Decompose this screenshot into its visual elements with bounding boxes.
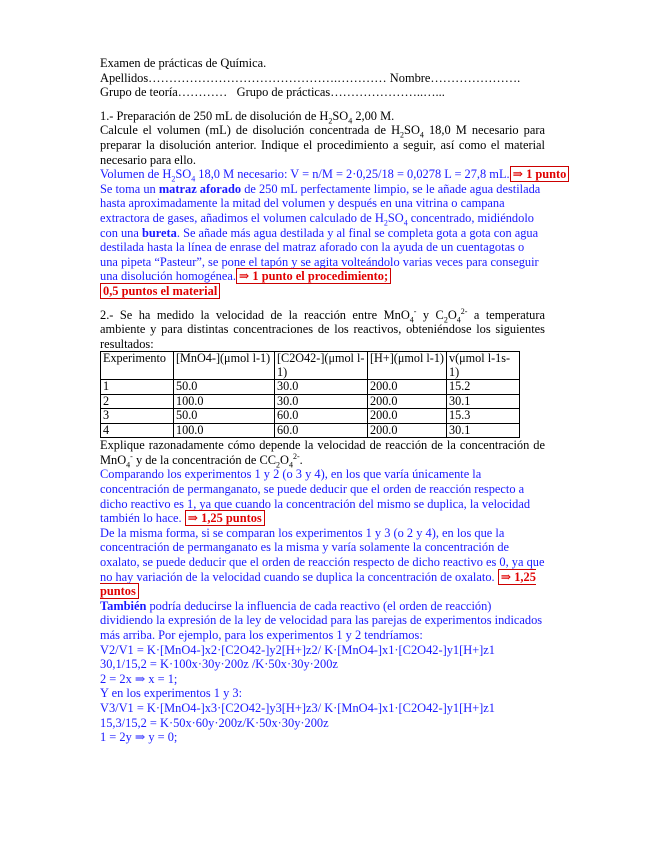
- equation-line: 30,1/15,2 = K·100x·30y·200z /K·50x·30y·200z: [100, 657, 338, 672]
- table-cell: 4: [101, 423, 174, 438]
- table-cell: 30.1: [447, 423, 520, 438]
- table-cell: 200.0: [368, 409, 447, 424]
- q2-question: Explique razonadamente cómo depende la velocidad de reacción de la concentración de MnO$_4$- y de la concentración de $CC_2O_4^{2-}$.: [100, 438, 545, 470]
- table-row: [101, 409, 520, 424]
- score-badge: ⇒ 1 punto: [510, 166, 570, 182]
- table-cell: 60.0: [275, 409, 368, 424]
- score-badge: ⇒ 1,25 puntos: [100, 569, 536, 599]
- table-cell: 15.3: [447, 409, 520, 424]
- table-cell: 2: [101, 394, 174, 409]
- table-cell: 15.2: [447, 380, 520, 395]
- table-cell: 200.0: [368, 423, 447, 438]
- score-badge: ⇒ 1,25 puntos: [185, 510, 265, 526]
- table-row: [101, 380, 520, 395]
- table-cell: 200.0: [368, 394, 447, 409]
- apellidos-line: [100, 71, 545, 86]
- table-header-cell: v(μmol l-1s-1): [447, 352, 520, 380]
- table-header-cell: [H+](μmol l-1): [368, 352, 447, 380]
- equation-line: V2/V1 = K·[MnO4-]x2·[C2O42-]y2[H+]z2/ K·[MnO4-]x1·[C2O42-]y1[H+]z1: [100, 642, 496, 657]
- table-header-cell: [C2O42-](μmol l-1): [275, 352, 368, 380]
- q2-answer-p1: Comparando los experimentos 1 y 2 (o 3 y 4), en los que varía únicamente la concentración de permanganato, se puede deducir que el orden de reacción respecto a dicho reactivo es 1, ya que cuando la concentración del mismo se duplica, la velocidad también lo hace. ⇒ 1,25 puntos: [100, 467, 531, 526]
- table-cell: 60.0: [275, 423, 368, 438]
- table-row: [101, 394, 520, 409]
- table-header-row: [101, 352, 520, 380]
- q1-procedure: Se toma un matraz aforado de 250 mL perfectamente limpio, se le añade agua destilada hasta aproximadamente la mitad del volumen y después en una vitrina o campana extractora de gases, añadimos el volumen calculado de $H_2SO_4$ concentrado, midiéndolo con una bureta. Se añade más agua destilada y al final se completa gota a gota con agua destilada hasta la línea de enrase del matraz aforado con la ayuda de un cuentagotas o una pipeta “Pasteur”, se pone el tapón y se agita volteándolo varias veces para conseguir una disolución homogénea. ⇒ 1 punto el procedimiento; 0,5 puntos el material: [100, 181, 541, 298]
- equation-line: 15,3/15,2 = K·50x·60y·200z/K·50x·30y·200z: [100, 715, 329, 730]
- q1-statement: Calcule el volumen (mL) de disolución concentrada de $H_2SO_4$ 18,0 M necesario para preparar la disolución anterior. Indique el procedimiento a seguir, así como el material necesario para ello.: [100, 123, 545, 167]
- score-badge: ⇒ 1 punto el procedimiento;: [236, 268, 391, 284]
- table-cell: 200.0: [368, 380, 447, 395]
- grupo-practicas-field: Grupo de prácticas…………………..…...: [236, 85, 445, 100]
- equation-line: V3/V1 = K·[MnO4-]x3·[C2O42-]y3[H+]z3/ K·[MnO4-]x1·[C2O42-]y1[H+]z1: [100, 700, 496, 715]
- grupo-teoria-field: Grupo de teoría…………: [100, 85, 228, 100]
- apellidos-field: Apellidos……………………………………….…………: [100, 70, 387, 85]
- q2-answer-p3: También podría deducirse la influencia de cada reactivo (el orden de reacción) dividiendo la expresión de la ley de velocidad para las parejas de experimentos indicados más arriba. Por ejemplo, para los experimentos 1 y 2 tendríamos:: [100, 598, 543, 642]
- table-cell: 50.0: [174, 380, 275, 395]
- table-cell: 3: [101, 409, 174, 424]
- table-header-cell: Experimento: [101, 352, 174, 380]
- grupo-line: [100, 85, 545, 100]
- nombre-field: Nombre………………….: [386, 70, 521, 85]
- q1-title: 1.- Preparación de 250 mL de disolución de $H_2SO_4$ 2,00 M.: [100, 108, 395, 126]
- table-cell: 50.0: [174, 409, 275, 424]
- table-cell: 30.0: [275, 380, 368, 395]
- results-table: [100, 351, 520, 438]
- table-cell: 1: [101, 380, 174, 395]
- table-header-cell: [MnO4-](μmol l-1): [174, 352, 275, 380]
- exam-page: [100, 56, 567, 745]
- table-row: [101, 423, 520, 438]
- table-cell: 30.1: [447, 394, 520, 409]
- table-cell: 100.0: [174, 423, 275, 438]
- equation-line: 2 = 2x ⇒ x = 1;: [100, 671, 178, 686]
- equation-line: 1 = 2y ⇒ y = 0;: [100, 730, 178, 745]
- q2-intro: 2.- Se ha medido la velocidad de la reacción entre MnO$_4$- y $C_2O_4^{2-}$ a temperatura ambiente y para distintas concentraciones de los reactivos, obteniéndose los siguientes resultados:: [100, 306, 545, 351]
- equation-line: Y en los experimentos 1 y 3:: [100, 686, 243, 701]
- table-cell: 30.0: [275, 394, 368, 409]
- q1-answer: Volumen de $H_2SO_4$ 18,0 M necesario: V = n/M = 2·0,25/18 = 0,0278 L = 27,8 mL. ⇒ 1 punto: [100, 167, 545, 182]
- exam-title: Examen de prácticas de Química.: [100, 56, 267, 70]
- table-cell: 100.0: [174, 394, 275, 409]
- score-badge: 0,5 puntos el material: [100, 283, 220, 299]
- q2-answer-p2: De la misma forma, si se comparan los experimentos 1 y 3 (o 2 y 4), en los que la concentración de permanganato es la misma y varía solamente la concentración de oxalato, se puede deducir que el orden de reacción respecto de dicho reactivo es 0, ya que no hay variación de la velocidad cuando se duplica la concentración de oxalato. ⇒ 1,25 puntos: [100, 525, 545, 599]
